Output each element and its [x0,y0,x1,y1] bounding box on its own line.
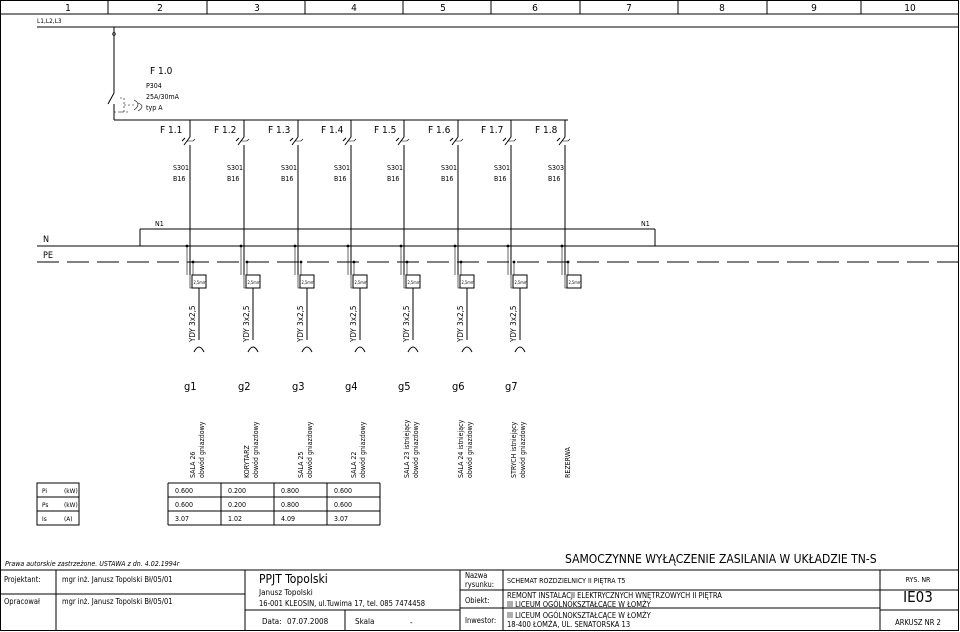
branch-circuits [160,120,582,478]
main-breaker-id: F 1.0 [150,66,173,77]
investor-line-2: 18-400 ŁOMŻA, UL. SENATORSKA 13 [507,620,631,629]
breaker-rating: B16 [441,175,454,183]
main-breaker-rating: 25A/30mA [146,93,179,101]
title-block [0,552,959,631]
circuit-description [297,421,314,478]
circuit-type: obwód gniazdowy [412,421,420,478]
opracowal-label: Opracował [4,597,40,606]
room-name: KORYTARZ [243,445,251,478]
projektant-label: Projektant: [4,575,41,584]
breaker-id: F 1.2 [214,125,237,136]
breaker-model: S301 [441,164,458,172]
branch-2 [214,120,261,288]
sheet-border [1,1,959,631]
power-table-cell: 3.07 [175,515,190,523]
object-line-2: III LICEUM OGÓLNOKSZTAŁCĄCE W ŁOMŻY [507,600,651,609]
terminal-label: 2,5mm [247,280,261,285]
cable-type: YDY 3x2,5 [242,305,251,342]
circuit-4 [345,288,365,393]
breaker-model: S301 [281,164,298,172]
circuit-description [243,421,260,478]
pe-bus-label: PE [43,251,53,261]
power-table [37,483,380,525]
mcb-symbol [343,137,351,150]
circuit-type: obwód gniazdowy [359,421,367,478]
drawing-name-label: Nazwa [465,571,488,580]
circuit-label: g7 [505,380,518,393]
cable-type: YDY 3x2,5 [296,305,305,342]
mcb-symbol [236,137,244,150]
socket-outlet-symbol [194,347,204,352]
object-label: Obiekt: [465,596,490,605]
circuit-label: g2 [238,380,251,393]
branch-3 [268,120,315,288]
power-table-cell: 0.600 [175,487,194,495]
column-number: 4 [351,3,357,14]
power-table-cell: 0.600 [334,487,353,495]
breaker-id: F 1.6 [428,125,451,136]
breaker-rating: B16 [227,175,240,183]
sheet-title: SAMOCZYNNE WYŁĄCZENIE ZASILANIA W UKŁADZIE TN-S [565,552,877,566]
breaker-id: F 1.4 [321,125,344,136]
n1-left-label: N1 [155,220,164,228]
firm-person: Janusz Topolski [259,588,313,597]
breaker-id: F 1.1 [160,125,183,136]
circuit-3 [292,288,312,393]
breaker-rating: B16 [494,175,507,183]
date-label: Data: [262,617,282,626]
row-unit-is: (A) [64,515,73,523]
breaker-model: S301 [334,164,351,172]
mcb-symbol [503,137,511,150]
circuit-type: obwód gniazdowy [519,421,527,478]
circuit-label: g1 [184,380,197,393]
power-table-cell: 3.07 [334,515,349,523]
circuit-description [350,421,367,478]
branch-5 [374,120,421,288]
breaker-model: S301 [173,164,190,172]
circuit-1 [184,288,204,393]
column-number: 3 [254,3,260,14]
circuit-label: g6 [452,380,465,393]
row-label-ps: Ps [42,501,49,509]
terminal-label: 2,5mm [354,280,368,285]
column-number: 8 [719,3,725,14]
main-breaker-model: P304 [146,82,162,90]
breaker-model: S301 [387,164,404,172]
mcb-symbol [290,137,298,150]
breaker-id: F 1.5 [374,125,397,136]
socket-outlet-symbol [355,347,365,352]
investor-label: Inwestor: [465,616,497,625]
row-unit-ps: (kW) [64,501,78,509]
drawing-number-label: RYS. NR [905,576,931,584]
circuit-5 [398,288,418,393]
firm-address: 16-001 KLEOSIN, ul.Tuwima 17, tel. 085 7474458 [259,599,426,608]
terminal-label: 2,5mm [568,280,582,285]
room-name: SALA 23 istniejący [403,419,411,478]
breaker-id: F 1.3 [268,125,291,136]
socket-outlet-symbol [515,347,525,352]
cable-type: YDY 3x2,5 [509,305,518,342]
column-number: 5 [440,3,446,14]
mcb-symbol [396,137,404,150]
circuit-type: obwód gniazdowy [252,421,260,478]
terminal-label: 2,5mm [407,280,421,285]
power-table-cell: 4.09 [281,515,296,523]
mcb-symbol [557,137,565,150]
room-name: SALA 26 [189,451,197,478]
mcb-symbol [450,137,458,150]
socket-outlet-symbol [302,347,312,352]
breaker-model: S301 [494,164,511,172]
cable-type: YDY 3x2,5 [349,305,358,342]
copyright-note: Prawa autorskie zastrzeżone. USTAWA z dn. 4.02.1994r [5,560,180,568]
breaker-id: F 1.8 [535,125,558,136]
breaker-rating: B16 [173,175,186,183]
row-unit-pi: (kW) [64,487,78,495]
row-label-is: Is [42,515,47,523]
power-table-cell: 0.600 [175,501,194,509]
branch-1 [160,120,207,288]
circuit-description [564,446,572,478]
circuit-7 [505,288,525,393]
socket-outlet-symbol [248,347,258,352]
scale-label: Skala [355,617,375,626]
branch-4 [321,120,368,288]
circuit-description [510,421,527,478]
column-number: 2 [157,3,163,14]
main-rcd [108,66,180,120]
circuit-type: obwód gniazdowy [198,421,206,478]
scale-value: - [410,618,413,627]
n1-right-label: N1 [641,220,650,228]
column-number: 6 [532,3,538,14]
cable-type: YDY 3x2,5 [188,305,197,342]
breaker-model: S303 [548,164,565,172]
phase-label: L1,L2,L3 [37,17,62,25]
power-table-cell: 0.200 [228,501,247,509]
power-table-cell: 1.02 [228,515,243,523]
projektant-value: mgr inż. Janusz Topolski Bł/05/01 [62,575,173,584]
column-number: 9 [811,3,817,14]
sheet-number: ARKUSZ NR 2 [895,618,941,627]
column-number: 10 [904,3,916,14]
circuit-label: g3 [292,380,305,393]
main-breaker-type: typ A [146,104,163,112]
power-table-cell: 0.600 [334,501,353,509]
power-table-cell: 0.200 [228,487,247,495]
firm-name: PPJT Topolski [259,572,328,586]
investor-line-1: III LICEUM OGÓLNOKSZTAŁCĄCE W ŁOMŻY [507,611,651,620]
column-number: 7 [626,3,632,14]
breaker-model: S301 [227,164,244,172]
drawing-number: IE03 [903,588,933,606]
power-table-cell: 0.800 [281,487,300,495]
neutral-bus-label: N [43,235,50,245]
socket-outlet-symbol [462,347,472,352]
breaker-rating: B16 [281,175,294,183]
drawing-name: SCHEMAT ROZDZIELNICY II PIĘTRA T5 [507,577,626,585]
branch-7 [481,120,528,288]
breaker-rating: B16 [334,175,347,183]
object-line-1: REMONT INSTALACJI ELEKTRYCZNYCH WNĘTRZOWYCH II PIĘTRA [507,591,722,600]
circuit-6 [452,288,472,393]
circuit-description [403,419,420,478]
opracowal-value: mgr inż. Janusz Topolski Bł/05/01 [62,597,173,606]
power-table-cell: 0.800 [281,501,300,509]
room-name: SALA 24 istniejący [457,419,465,478]
branch-8 [535,120,582,288]
mcb-symbol [182,137,190,150]
circuit-description [189,421,206,478]
column-ruler [0,0,959,14]
breaker-id: F 1.7 [481,125,504,136]
cable-type: YDY 3x2,5 [456,305,465,342]
breaker-rating: B16 [387,175,400,183]
row-label-pi: Pi [42,487,48,495]
terminal-label: 2,5mm [193,280,207,285]
column-number: 1 [65,3,71,14]
cable-type: YDY 3x2,5 [402,305,411,342]
terminal-label: 2,5mm [461,280,475,285]
terminal-label: 2,5mm [301,280,315,285]
drawing-name-label-2: rysunku: [465,580,495,589]
room-name: REZERWA [564,447,572,478]
circuit-label: g5 [398,380,411,393]
circuit-label: g4 [345,380,358,393]
circuit-type: obwód gniazdowy [306,421,314,478]
breaker-rating: B16 [548,175,561,183]
circuit-type: obwód gniazdowy [466,421,474,478]
socket-outlet-symbol [408,347,418,352]
room-name: SALA 22 [350,451,358,478]
circuit-description [457,419,474,478]
circuit-2 [238,288,258,393]
branch-6 [428,120,475,288]
room-name: SALA 25 [297,451,305,478]
room-name: STRYCH istniejący [510,421,518,478]
terminal-label: 2,5mm [514,280,528,285]
date-value: 07.07.2008 [287,617,329,626]
